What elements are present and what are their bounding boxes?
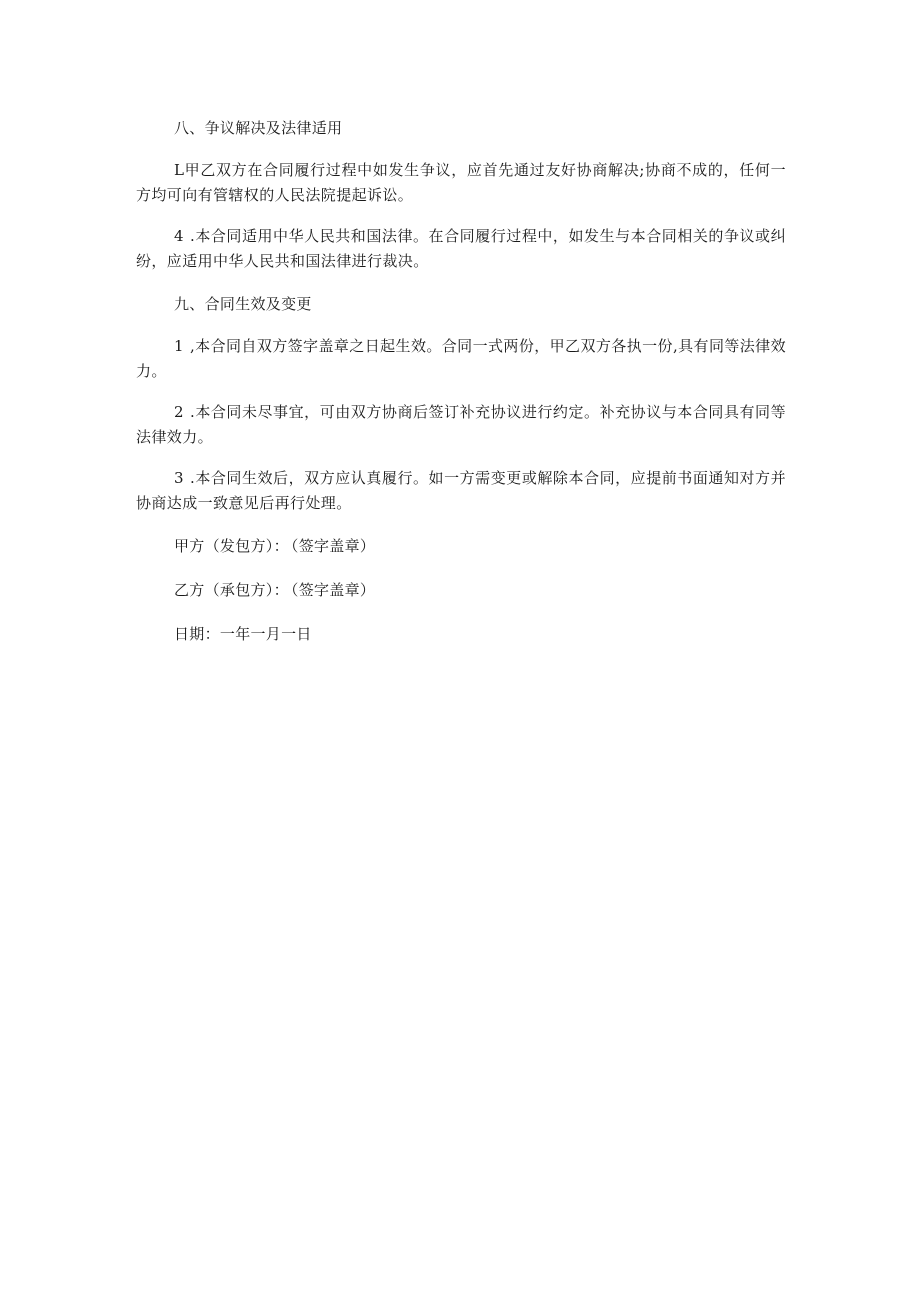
date-value: 一年一月一日 bbox=[219, 625, 312, 643]
paragraph-dispute-1 bbox=[136, 158, 786, 208]
party-b-label: 乙方（承包方）： bbox=[174, 581, 289, 599]
section-heading-dispute: 八、争议解决及法律适用 bbox=[174, 119, 343, 137]
paragraph-text: L甲乙双方在合同履行过程中如发生争议，应首先通过友好协商解决;协商不成的，任何一方均可向有管辖权的人民法院提起诉讼。 bbox=[136, 161, 786, 204]
party-b-signature-field: （签字盖章） bbox=[290, 581, 376, 599]
signature-date bbox=[136, 620, 786, 648]
date-label: 日期： bbox=[174, 625, 220, 643]
paragraph-text: .本合同未尽事宜，可由双方协商后签订补充协议进行约定。补充协议与本合同具有同等法律效力。 bbox=[136, 403, 786, 446]
section-heading-effect: 九、合同生效及变更 bbox=[174, 295, 312, 313]
paragraph-text: .本合同适用中华人民共和国法律。在合同履行过程中，如发生与本合同相关的争议或纠纷，应适用中华人民共和国法律进行裁决。 bbox=[136, 227, 786, 270]
paragraph-number: 2 bbox=[174, 403, 184, 421]
paragraph-number: 3 bbox=[174, 469, 184, 487]
paragraph-text: ,本合同自双方签字盖章之日起生效。合同一式两份，甲乙双方各执一份,具有同等法律效力。 bbox=[136, 337, 786, 380]
paragraph-dispute-4 bbox=[136, 224, 786, 274]
signature-party-b bbox=[136, 576, 786, 604]
paragraph-number: 1 bbox=[174, 337, 184, 355]
paragraph-effect-3 bbox=[136, 466, 786, 516]
signature-party-a bbox=[136, 532, 786, 560]
paragraph-effect-2 bbox=[136, 400, 786, 450]
paragraph-effect-1 bbox=[136, 334, 786, 384]
party-a-label: 甲方（发包方）： bbox=[174, 537, 289, 555]
party-a-signature-field: （签字盖章） bbox=[290, 537, 376, 555]
paragraph-text: .本合同生效后，双方应认真履行。如一方需变更或解除本合同，应提前书面通知对方并协商达成一致意见后再行处理。 bbox=[136, 469, 786, 512]
document-content bbox=[136, 114, 786, 664]
paragraph-number: 4 bbox=[174, 227, 184, 245]
